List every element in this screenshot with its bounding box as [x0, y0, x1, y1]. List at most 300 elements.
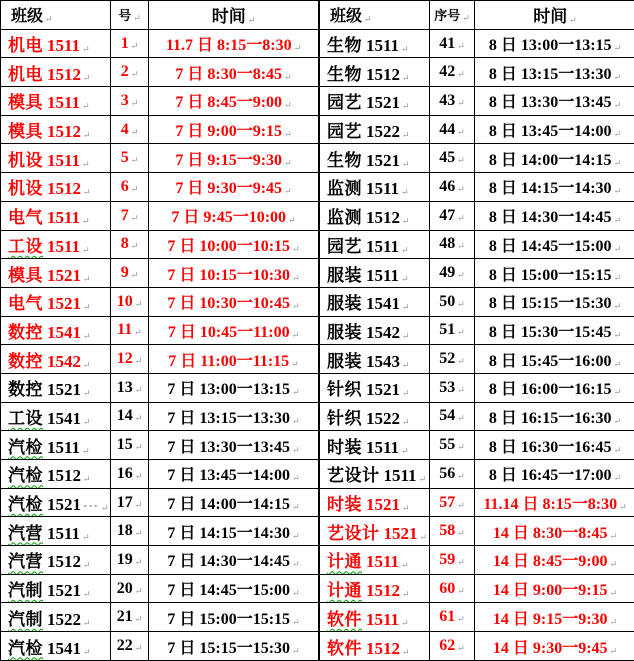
paragraph-mark-icon: ↵ [82, 158, 90, 169]
class-number-text: 1511 [366, 236, 400, 256]
class-cell[interactable] [320, 87, 430, 116]
serial-number-text: 43 [439, 91, 456, 109]
class-name-text: 机设 [8, 179, 43, 199]
time-text: 7 日 13:45一14:00 [167, 467, 291, 485]
class-name-text: 艺设计 [327, 466, 380, 486]
table-row [320, 173, 634, 202]
paragraph-mark-icon: ↵ [83, 130, 91, 141]
table-row [1, 87, 319, 116]
paragraph-mark-icon: ↵ [83, 330, 91, 341]
class-cell[interactable] [320, 201, 430, 230]
serial-number-text: 46 [439, 177, 456, 195]
paragraph-mark-icon: ↵ [457, 384, 465, 395]
serial-number-cell[interactable] [430, 87, 475, 116]
class-number-text: 1543 [366, 351, 400, 371]
class-name-text-misspelled: 汽营 [8, 523, 43, 543]
serial-number-cell[interactable] [430, 173, 475, 202]
time-cell[interactable] [149, 345, 319, 374]
paragraph-mark-icon: ↵ [130, 212, 139, 223]
class-cell[interactable] [1, 574, 111, 603]
serial-number-cell[interactable] [430, 431, 475, 460]
time-cell[interactable] [475, 574, 634, 603]
paragraph-mark-icon: ↵ [82, 244, 90, 255]
class-cell[interactable] [1, 58, 111, 87]
paragraph-mark-icon: ↵ [609, 530, 618, 541]
time-text: 14 日 9:15一9:30 [492, 610, 608, 628]
paragraph-mark-icon: ↵ [613, 272, 622, 283]
class-cell[interactable] [1, 144, 111, 173]
class-cell[interactable] [320, 173, 430, 202]
time-text: 7 日 15:00一15:15 [167, 610, 291, 628]
time-text: 8 日 16:30一16:45 [488, 438, 612, 456]
paragraph-mark-icon: ↵ [457, 356, 465, 367]
class-cell[interactable] [1, 345, 111, 374]
serial-number-cell[interactable] [430, 259, 475, 288]
serial-number-cell[interactable] [430, 460, 475, 489]
time-text: 8 日 13:15一13:30 [488, 65, 612, 83]
class-name-text: 电气 [8, 208, 43, 228]
time-text: 7 日 9:15一9:30 [175, 151, 283, 169]
table-row [1, 574, 319, 603]
time-text: 8 日 14:00一14:15 [488, 151, 612, 169]
class-number-text: 1521 [366, 495, 400, 515]
time-cell[interactable] [475, 488, 634, 517]
table-row [320, 488, 634, 517]
paragraph-mark-icon: ↵ [83, 302, 91, 313]
serial-number-cell[interactable] [111, 230, 149, 259]
class-name-text: 艺设计 [327, 523, 380, 543]
table-row [320, 460, 634, 489]
time-cell[interactable] [149, 259, 319, 288]
serial-number-cell[interactable] [430, 230, 475, 259]
time-cell[interactable] [149, 316, 319, 345]
table-row [1, 488, 319, 517]
class-name-text-misspelled: 汽检 [8, 466, 43, 486]
time-cell[interactable] [149, 287, 319, 316]
time-text: 8 日 15:45一16:00 [488, 352, 612, 370]
paragraph-mark-icon: ↵ [457, 499, 465, 510]
class-name-text: 机设 [8, 150, 43, 170]
paragraph-mark-icon: ↵ [613, 473, 622, 484]
time-cell[interactable] [475, 316, 634, 345]
class-cell[interactable] [320, 115, 430, 144]
paragraph-mark-icon: ↵ [457, 585, 465, 596]
serial-number-text: 44 [439, 120, 456, 138]
class-cell[interactable] [320, 460, 430, 489]
serial-number-cell[interactable] [111, 144, 149, 173]
class-cell[interactable] [320, 431, 430, 460]
table-row [1, 517, 319, 546]
serial-number-text: 9 [120, 264, 129, 282]
serial-number-cell[interactable] [430, 58, 475, 87]
time-cell[interactable] [475, 173, 634, 202]
serial-number-cell[interactable] [430, 546, 475, 575]
class-cell[interactable] [1, 488, 111, 517]
serial-number-cell[interactable] [111, 87, 149, 116]
class-cell[interactable] [320, 402, 430, 431]
serial-number-cell[interactable] [430, 603, 475, 632]
time-cell[interactable] [475, 87, 634, 116]
paragraph-mark-icon: ↵ [130, 270, 139, 281]
class-cell[interactable] [320, 603, 430, 632]
paragraph-mark-icon: ↵ [402, 503, 410, 514]
time-cell[interactable] [475, 517, 634, 546]
serial-number-cell[interactable] [111, 373, 149, 402]
class-name-text-misspelled: 汽制 [8, 581, 43, 601]
paragraph-mark-icon: ↵ [292, 588, 300, 599]
time-cell[interactable] [475, 144, 634, 173]
time-cell[interactable] [149, 144, 319, 173]
time-text: 8 日 16:45一17:00 [488, 467, 612, 485]
serial-number-cell[interactable] [430, 316, 475, 345]
table-row [320, 316, 634, 345]
paragraph-mark-icon: ↵ [457, 442, 465, 453]
paragraph-mark-icon: ↵ [402, 589, 410, 600]
class-cell[interactable] [320, 546, 430, 575]
class-cell[interactable] [1, 115, 111, 144]
time-cell[interactable] [475, 230, 634, 259]
class-cell[interactable] [1, 546, 111, 575]
paragraph-mark-icon: ↵ [401, 617, 409, 628]
time-text: 14 日 9:30一9:45 [492, 639, 608, 657]
time-cell[interactable] [149, 574, 319, 603]
class-number-text: 1511 [47, 437, 81, 457]
paragraph-mark-icon: ↵ [130, 126, 139, 137]
class-cell[interactable] [1, 517, 111, 546]
serial-number-text: 52 [439, 350, 456, 368]
serial-number-cell[interactable] [430, 402, 475, 431]
time-cell[interactable] [149, 546, 319, 575]
serial-number-text: 47 [439, 206, 456, 224]
serial-number-cell[interactable] [111, 574, 149, 603]
paragraph-mark-icon: ↵ [401, 187, 409, 198]
class-number-text: 1512 [366, 581, 400, 601]
serial-number-text: 21 [116, 608, 133, 626]
time-text: 7 日 13:00一13:15 [167, 381, 291, 399]
class-cell[interactable] [320, 488, 430, 517]
time-cell[interactable] [149, 460, 319, 489]
paragraph-mark-icon: ↵ [457, 155, 465, 166]
serial-number-cell[interactable] [111, 259, 149, 288]
serial-number-cell[interactable] [111, 603, 149, 632]
time-cell[interactable] [475, 632, 634, 661]
table-row [1, 431, 319, 460]
class-name-text-misspelled: 汽营 [8, 552, 43, 572]
paragraph-mark-icon: ↵ [134, 298, 143, 309]
time-cell[interactable] [149, 87, 319, 116]
serial-number-cell[interactable] [111, 173, 149, 202]
time-cell[interactable] [149, 517, 319, 546]
time-cell[interactable] [149, 201, 319, 230]
paragraph-mark-icon: ↵ [292, 616, 300, 627]
time-cell[interactable] [475, 115, 634, 144]
serial-number-text: 62 [439, 637, 456, 655]
table-row [320, 603, 634, 632]
paragraph-mark-icon: ↵ [613, 329, 622, 340]
serial-number-cell[interactable] [430, 373, 475, 402]
paragraph-mark-icon: ↵ [457, 298, 465, 309]
class-number-text: 1542 [366, 322, 400, 342]
table-row [320, 546, 634, 575]
serial-number-cell[interactable] [111, 431, 149, 460]
paragraph-mark-icon: ↵ [402, 330, 410, 341]
table-row [320, 115, 634, 144]
paragraph-mark-icon: ↵ [619, 502, 627, 513]
serial-number-cell[interactable] [430, 574, 475, 603]
serial-number-text: 61 [439, 608, 456, 626]
serial-number-text: 8 [120, 235, 129, 253]
paragraph-mark-icon: ↵ [457, 126, 465, 137]
time-cell[interactable] [475, 460, 634, 489]
class-name-text-misspelled: 汽检 [8, 437, 43, 457]
table-row [320, 144, 634, 173]
serial-number-cell[interactable] [111, 58, 149, 87]
paragraph-mark-icon: ↵ [609, 588, 618, 599]
class-cell[interactable] [320, 29, 430, 58]
class-name-text: 生物 [327, 150, 362, 170]
table-row [1, 460, 319, 489]
time-cell[interactable] [149, 173, 319, 202]
class-cell[interactable] [1, 316, 111, 345]
class-number-text: 1512 [366, 208, 400, 228]
paragraph-mark-icon: ↵ [83, 187, 91, 198]
time-cell[interactable] [475, 29, 634, 58]
serial-number-cell[interactable] [111, 402, 149, 431]
serial-number-cell[interactable] [430, 115, 475, 144]
serial-number-text: 6 [120, 177, 129, 195]
class-name-text: 生物 [327, 36, 362, 56]
table-row [320, 259, 634, 288]
paragraph-mark-icon: ↵ [457, 270, 465, 281]
time-text: 7 日 10:30一10:45 [167, 295, 291, 313]
time-cell[interactable] [149, 402, 319, 431]
class-number-text: 1512 [47, 179, 81, 199]
time-cell[interactable] [149, 58, 319, 87]
serial-number-cell[interactable] [111, 201, 149, 230]
time-cell[interactable] [149, 632, 319, 661]
serial-number-text: 14 [116, 407, 133, 425]
serial-number-cell[interactable] [111, 29, 149, 58]
class-cell[interactable] [320, 259, 430, 288]
class-number-text: 1512 [47, 552, 81, 572]
time-text: 7 日 14:30一14:45 [167, 553, 291, 571]
serial-number-cell[interactable] [430, 201, 475, 230]
table-row [1, 603, 319, 632]
time-cell[interactable] [149, 373, 319, 402]
class-cell[interactable] [1, 431, 111, 460]
time-text: 14 日 8:45一9:00 [492, 553, 608, 571]
class-number-text: 1522 [366, 122, 400, 142]
serial-number-cell[interactable] [430, 488, 475, 517]
paragraph-mark-icon: ↵ [401, 244, 409, 255]
serial-number-cell[interactable] [430, 287, 475, 316]
class-cell[interactable] [1, 173, 111, 202]
class-cell[interactable] [1, 259, 111, 288]
class-name-text: 数控 [8, 322, 43, 342]
class-cell[interactable] [1, 87, 111, 116]
paragraph-mark-icon: ↵ [613, 186, 622, 197]
serial-number-cell[interactable] [111, 517, 149, 546]
class-cell[interactable] [1, 603, 111, 632]
time-cell[interactable] [475, 546, 634, 575]
class-name-text: 时装 [327, 495, 362, 515]
class-cell[interactable] [1, 287, 111, 316]
table-row [320, 431, 634, 460]
class-number-text: 1512 [47, 122, 81, 142]
time-cell[interactable] [149, 29, 319, 58]
serial-number-cell[interactable] [111, 546, 149, 575]
paragraph-mark-icon: ↵ [83, 617, 91, 628]
serial-number-text: 7 [120, 206, 129, 224]
class-cell[interactable] [320, 287, 430, 316]
class-cell[interactable] [320, 230, 430, 259]
class-number-text: 1511 [47, 150, 81, 170]
class-number-text: 1521 [47, 294, 81, 314]
column-header-time [475, 1, 634, 30]
paragraph-mark-icon: ↵ [613, 301, 622, 312]
class-cell[interactable] [320, 58, 430, 87]
serial-number-cell[interactable] [430, 345, 475, 374]
column-header-class [320, 1, 430, 30]
class-cell[interactable] [1, 402, 111, 431]
time-text: 8 日 13:30一13:45 [488, 94, 612, 112]
class-cell[interactable] [320, 373, 430, 402]
serial-number-text: 10 [116, 292, 133, 310]
time-text: 11.7 日 8:15一8:30 [165, 37, 292, 55]
serial-number-text: 17 [116, 493, 133, 511]
table-row [320, 373, 634, 402]
class-name-text: 针织 [327, 380, 362, 400]
class-cell[interactable] [1, 201, 111, 230]
table-row [320, 517, 634, 546]
paragraph-mark-icon: ↵ [613, 43, 622, 54]
time-cell[interactable] [475, 259, 634, 288]
paragraph-mark-icon: ↵ [457, 556, 465, 567]
class-number-text: 1511 [366, 609, 400, 629]
time-text: 7 日 15:15一15:30 [167, 639, 291, 657]
paragraph-mark-icon: ↵ [419, 531, 428, 542]
serial-number-cell[interactable] [430, 517, 475, 546]
class-number-text: 1521 [47, 581, 81, 601]
time-text: 8 日 13:45一14:00 [488, 123, 612, 141]
time-cell[interactable] [475, 431, 634, 460]
time-text: 7 日 10:45一11:00 [167, 323, 290, 341]
serial-number-text: 58 [439, 522, 456, 540]
serial-number-text: 54 [439, 407, 456, 425]
serial-number-cell[interactable] [111, 632, 149, 661]
paragraph-mark-icon: ↵ [83, 416, 91, 427]
column-header-class [1, 1, 111, 30]
paragraph-mark-icon: ↵ [134, 327, 142, 338]
time-cell[interactable] [475, 201, 634, 230]
time-cell[interactable] [475, 402, 634, 431]
paragraph-mark-icon: ↵ [134, 384, 143, 395]
serial-number-cell[interactable] [111, 287, 149, 316]
serial-number-cell[interactable] [111, 345, 149, 374]
table-row [320, 574, 634, 603]
serial-number-cell[interactable] [111, 115, 149, 144]
paragraph-mark-icon: ↵ [83, 474, 91, 485]
time-cell[interactable] [149, 488, 319, 517]
serial-number-cell[interactable] [430, 632, 475, 661]
time-cell[interactable] [475, 603, 634, 632]
paragraph-mark-icon: ↵ [101, 503, 109, 514]
class-cell[interactable] [320, 517, 430, 546]
table-row [320, 632, 634, 661]
serial-number-text: 11 [117, 321, 133, 339]
time-cell[interactable] [475, 287, 634, 316]
class-cell[interactable] [1, 29, 111, 58]
class-name-text: 生物 [327, 64, 362, 84]
serial-number-cell[interactable] [430, 29, 475, 58]
table-row [1, 173, 319, 202]
class-name-text-misspelled: 计通 [327, 552, 362, 572]
paragraph-mark-icon: ↵ [292, 645, 300, 656]
paragraph-mark-icon: ↵ [134, 643, 143, 654]
time-text: 7 日 10:15一10:30 [167, 266, 291, 284]
time-text: 7 日 14:45一15:00 [167, 582, 291, 600]
class-cell[interactable] [320, 574, 430, 603]
class-cell[interactable] [320, 316, 430, 345]
class-number-text: 1511 [366, 265, 400, 285]
time-cell[interactable] [475, 345, 634, 374]
class-cell[interactable] [1, 230, 111, 259]
time-cell[interactable] [149, 603, 319, 632]
class-cell[interactable] [320, 632, 430, 661]
table-row [320, 201, 634, 230]
class-number-text: 1511 [366, 552, 400, 572]
time-text: 7 日 10:00一10:15 [167, 237, 291, 255]
time-cell[interactable] [475, 373, 634, 402]
class-number-text: 1521 [366, 380, 400, 400]
class-cell[interactable] [1, 460, 111, 489]
time-cell[interactable] [149, 431, 319, 460]
class-number-text: 1511 [366, 36, 400, 56]
class-name-text: 机电 [8, 64, 43, 84]
serial-number-cell[interactable] [111, 460, 149, 489]
serial-number-cell[interactable] [430, 144, 475, 173]
paragraph-mark-icon: ↵ [83, 589, 91, 600]
class-cell[interactable] [1, 632, 111, 661]
table-row [1, 259, 319, 288]
class-number-text: 1522 [366, 408, 400, 428]
paragraph-mark-icon: ↵ [130, 155, 139, 166]
class-cell[interactable] [320, 144, 430, 173]
time-cell[interactable] [149, 230, 319, 259]
class-cell[interactable] [320, 345, 430, 374]
table-row [1, 115, 319, 144]
paragraph-mark-icon: ↵ [83, 646, 91, 657]
time-text: 8 日 15:00一15:15 [488, 266, 612, 284]
table-row [320, 87, 634, 116]
column-header-class-label: 班级 [11, 8, 44, 26]
time-cell[interactable] [149, 115, 319, 144]
serial-number-cell[interactable] [111, 316, 149, 345]
time-text: 7 日 9:30一9:45 [175, 180, 283, 198]
class-number-text: 1511 [47, 208, 81, 228]
class-cell[interactable] [1, 373, 111, 402]
paragraph-mark-icon: ↵ [134, 413, 143, 424]
paragraph-mark-icon: ↵ [284, 186, 292, 197]
class-name-text: 数控 [8, 380, 43, 400]
time-cell[interactable] [475, 58, 634, 87]
time-text: 7 日 9:00一9:15 [175, 123, 283, 141]
space-marks-icon: ··· [83, 498, 100, 514]
paragraph-mark-icon: ↵ [284, 157, 292, 168]
class-name-text: 模具 [8, 265, 43, 285]
paragraph-mark-icon: ↵ [82, 101, 90, 112]
serial-number-cell[interactable] [111, 488, 149, 517]
